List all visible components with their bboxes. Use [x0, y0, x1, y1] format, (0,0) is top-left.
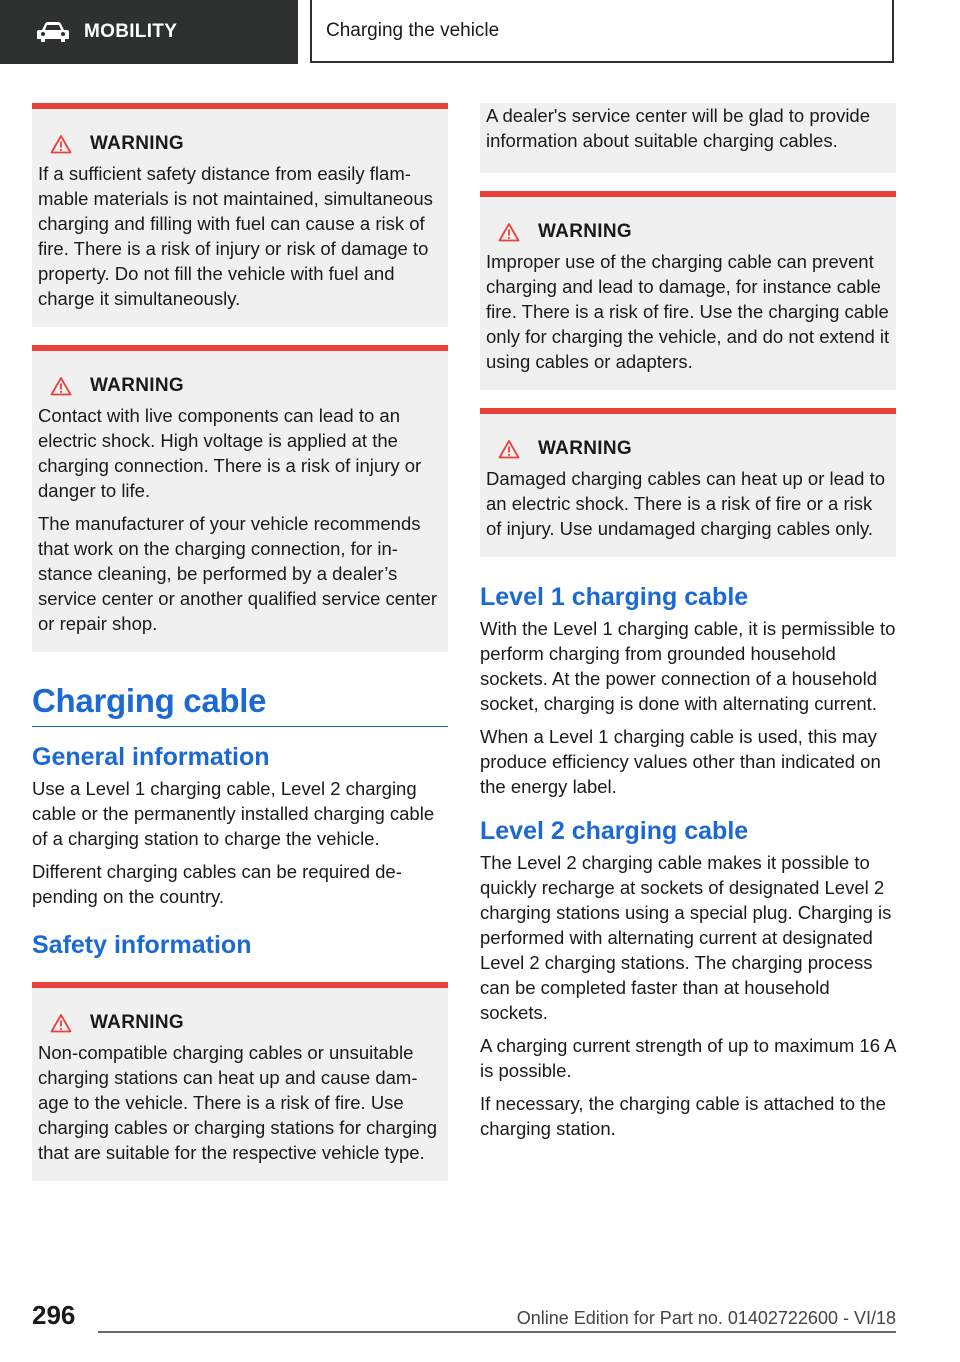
body-paragraph: When a Level 1 charging cable is used, this may produce efficiency values other than indicated on the energy label.: [480, 726, 881, 797]
warning-text: The manufacturer of your vehicle recommends that work on the charging connection, for instance cleaning, be performed by a dealer’s service center or another qualified service center or repair shop.: [38, 513, 437, 634]
warning-box: [32, 345, 448, 652]
warning-text: If a sufficient safety distance from easily flammable materials is not maintained, simultaneous charging and filling with fuel can cause a risk of fire. There is a risk of injury or risk of damage to property. Do not fill the vehicle with fuel and charge it simultaneously.: [38, 163, 433, 309]
subsection-heading: Safety information: [32, 931, 252, 959]
note-box: [480, 103, 896, 173]
subsection-heading: Level 2 charging cable: [480, 817, 749, 845]
body-paragraph: A charging current strength of up to maximum 16 A is possible.: [480, 1035, 896, 1081]
warning-title: [38, 1012, 442, 1034]
warning-title: [38, 375, 442, 397]
chapter-tab: [310, 0, 894, 63]
body-paragraph: If necessary, the charging cable is attached to the charging station.: [480, 1093, 886, 1139]
warning-title: [486, 438, 890, 460]
page-footer: [32, 1298, 896, 1338]
warning-label: WARNING: [90, 133, 184, 154]
warning-label: WARNING: [538, 221, 632, 242]
chapter-label: Charging the vehicle: [326, 19, 500, 41]
warning-triangle-icon: [498, 439, 520, 459]
section-label: MOBILITY: [84, 21, 178, 42]
section-heading: Charging cable: [32, 682, 448, 727]
warning-box: [480, 191, 896, 390]
edition-text: Online Edition for Part no. 01402722600 - VI/18: [516, 1308, 896, 1328]
warning-text: Non-compatible charging cables or unsuitable charging stations can heat up and cause damage to the vehicle. There is a risk of fire. Use charging cables or charging stations for charging that are suitable for the respective vehicle type.: [38, 1042, 438, 1163]
section-tab: [0, 0, 298, 64]
body-paragraph: Use a Level 1 charging cable, Level 2 charging cable or the permanently installed charging cable of a charging station to charge the vehicle.: [32, 778, 435, 849]
warning-label: WARNING: [90, 1012, 184, 1033]
warning-box: [32, 982, 448, 1181]
level1-section: [480, 583, 896, 799]
warning-box: [480, 408, 896, 557]
warning-title: [486, 221, 890, 243]
warning-triangle-icon: [498, 222, 520, 242]
note-text: A dealer's service center will be glad to provide information about suitable charging cables.: [486, 105, 871, 151]
left-column: [32, 103, 448, 1199]
page-number: 296: [32, 1300, 76, 1330]
level2-section: [480, 817, 896, 1141]
warning-triangle-icon: [50, 376, 72, 396]
footer-divider: [98, 1331, 896, 1333]
warning-title: [38, 133, 442, 155]
warning-triangle-icon: [50, 134, 72, 154]
body-paragraph: With the Level 1 charging cable, it is permissible to perform charging from grounded household sockets. At the power connection of a household socket, charging is done with alternating current.: [480, 618, 896, 714]
subsection-heading: Level 1 charging cable: [480, 583, 749, 611]
right-column: [480, 103, 896, 1149]
body-paragraph: Different charging cables can be required depending on the country.: [32, 861, 402, 907]
warning-label: WARNING: [90, 375, 184, 396]
general-information: [32, 743, 448, 960]
warning-box: [32, 103, 448, 327]
warning-text: Improper use of the charging cable can prevent charging and lead to damage, for instance cable fire. There is a risk of fire. Use the charging cable only for charging the vehicle, and do not extend it using cables or adapters.: [486, 251, 890, 372]
warning-triangle-icon: [50, 1013, 72, 1033]
car-icon: [36, 21, 70, 43]
subsection-heading: General information: [32, 743, 270, 771]
warning-label: WARNING: [538, 438, 632, 459]
warning-text: Damaged charging cables can heat up or lead to an electric shock. There is a risk of fire or a risk of injury. Use undamaged charging cables only.: [486, 468, 886, 539]
body-paragraph: The Level 2 charging cable makes it possible to quickly recharge at sockets of designated Level 2 charging stations using a special plug. Charging is performed with alternating current at designated Level 2 charging stations. The charging process can be completed faster than at household sockets.: [480, 852, 892, 1023]
page-header: [0, 0, 960, 66]
warning-text: Contact with live components can lead to an electric shock. High voltage is applied at the charging connection. There is a risk of injury or danger to life.: [38, 405, 422, 501]
